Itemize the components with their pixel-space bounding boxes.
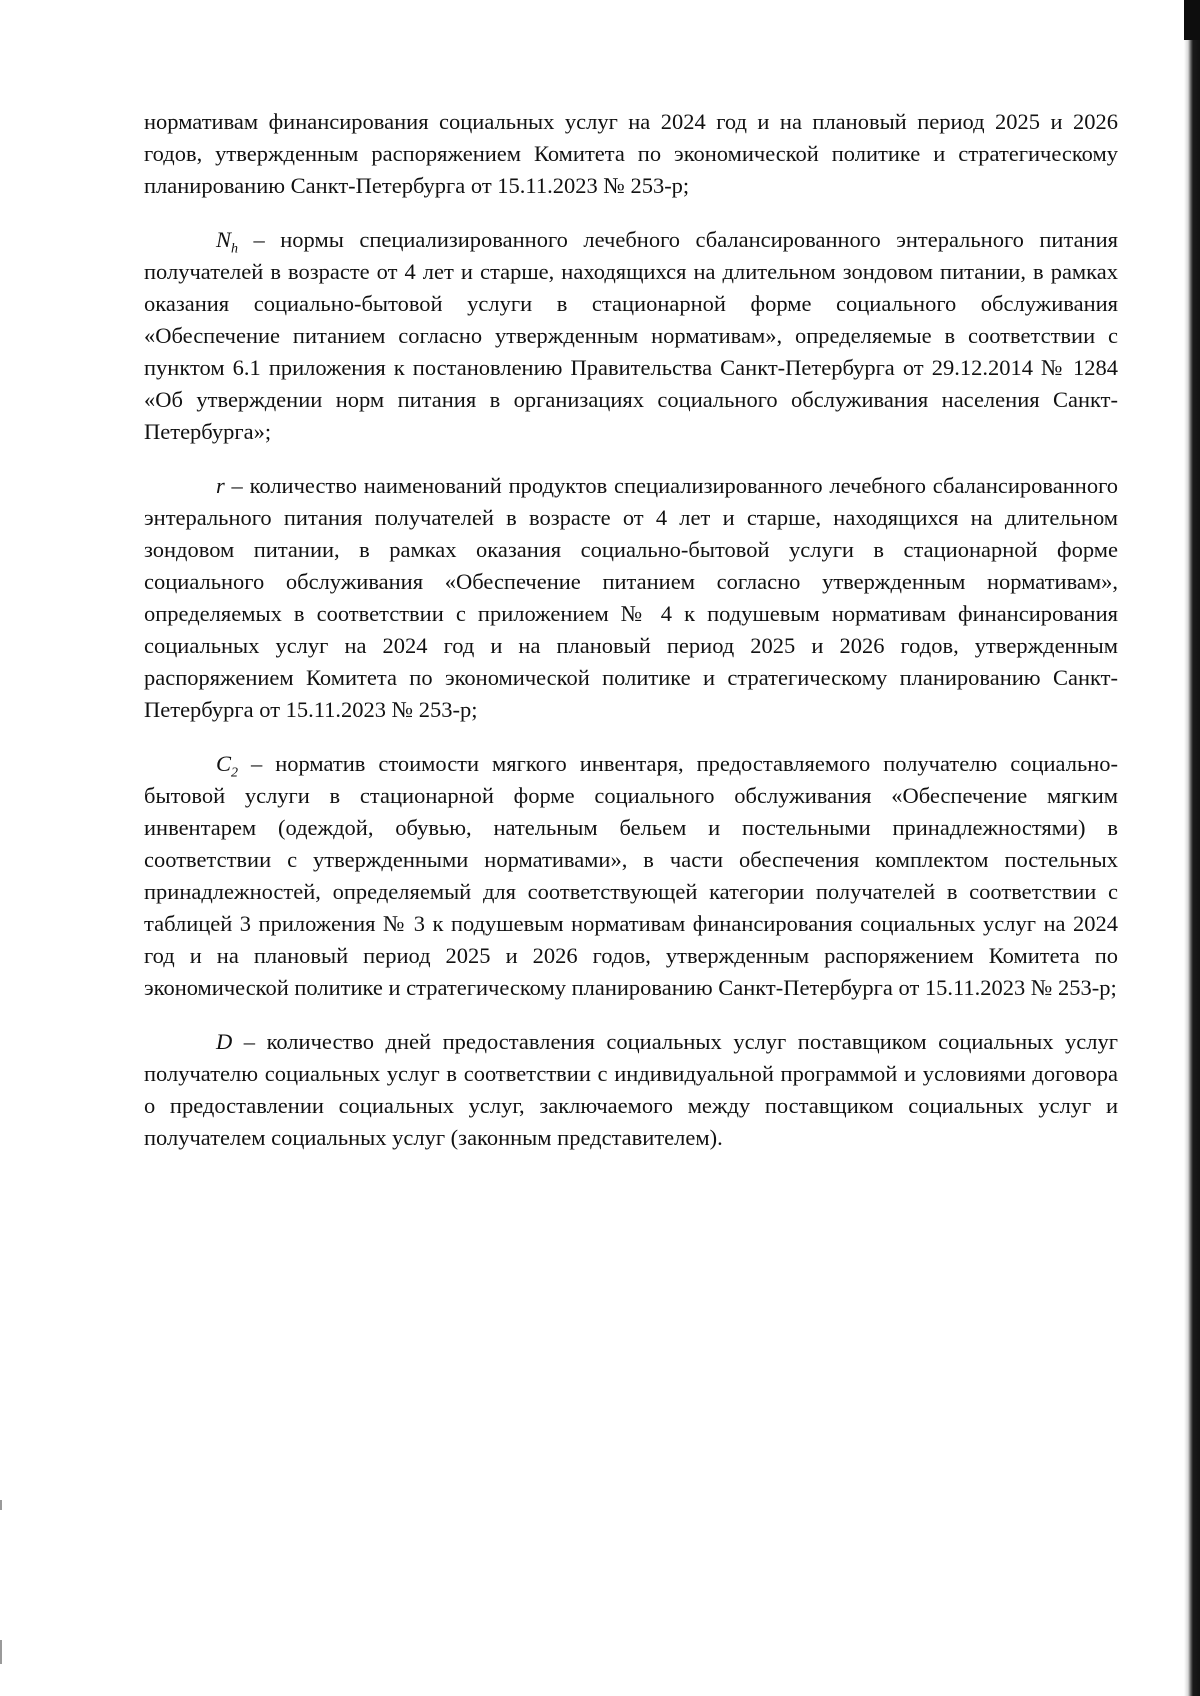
paragraph-text: – количество наименований продуктов специализированного лечебного сбалансированного энтерального питания получателей в возрасте от 4 лет и старше, находящихся на длительном зондовом питании, в рамках оказания социально-бытовой услуги в стационарной форме социального обслуживания «Обеспечение питанием согласно утвержденным нормативам», определяемых в соответствии с приложением № 4 к подушевым нормативам финансирования социальных услуг на 2024 год и на плановый период 2025 и 2026 годов, утвержденным распоряжением Комитета по экономической политике и стратегическому планированию Санкт-Петербурга от 15.11.2023 № 253-р; <box>144 473 1118 722</box>
paragraph-nh-definition <box>144 224 1118 448</box>
scan-border-corner <box>1184 0 1200 40</box>
scan-border-edge <box>1184 0 1200 1696</box>
symbol-r: r <box>216 473 225 498</box>
symbol-nh: $N_h$ <box>216 227 239 257</box>
symbol-c2: $C_2$ <box>216 751 239 781</box>
document-body <box>144 106 1118 1176</box>
paragraph-d-definition <box>144 1026 1118 1154</box>
paragraph-text: нормативам финансирования социальных услуг на 2024 год и на плановый период 2025 и 2026 годов, утвержденным распоряжением Комитета по экономической политике и стратегическому планированию Санкт-Петербурга от 15.11.2023 № 253-р; <box>144 109 1118 198</box>
paragraph-text: – норматив стоимости мягкого инвентаря, предоставляемого получателю социально-бытовой услуги в стационарной форме социального обслуживания «Обеспечение мягким инвентарем (одеждой, обувью, нательным бельем и постельными принадлежностями) в соответствии с утвержденными нормативами», в части обеспечения комплектом постельных принадлежностей, определяемый для соответствующей категории получателей в соответствии с таблицей 3 приложения № 3 к подушевым нормативам финансирования социальных услуг на 2024 год и на плановый период 2025 и 2026 годов, утвержденным распоряжением Комитета по экономической политике и стратегическому планированию Санкт-Петербурга от 15.11.2023 № 253-р; <box>144 751 1118 1000</box>
paragraph-continuation <box>144 106 1118 202</box>
symbol-d: D <box>216 1029 233 1054</box>
paragraph-r-definition <box>144 470 1118 726</box>
scan-margin-mark <box>0 1640 2 1664</box>
paragraph-text: – количество дней предоставления социальных услуг поставщиком социальных услуг получателю социальных услуг в соответствии с индивидуальной программой и условиями договора о предоставлении социальных услуг, заключаемого между поставщиком социальных услуг и получателем социальных услуг (законным представителем). <box>144 1029 1118 1150</box>
scan-margin-mark <box>0 1500 2 1510</box>
paragraph-text: – нормы специализированного лечебного сбалансированного энтерального питания получателей в возрасте от 4 лет и старше, находящихся на длительном зондовом питании, в рамках оказания социально-бытовой услуги в стационарной форме социального обслуживания «Обеспечение питанием согласно утвержденным нормативам», определяемые в соответствии с пунктом 6.1 приложения к постановлению Правительства Санкт-Петербурга от 29.12.2014 № 1284 «Об утверждении норм питания в организациях социального обслуживания населения Санкт-Петербурга»; <box>144 227 1118 444</box>
paragraph-c2-definition <box>144 748 1118 1004</box>
